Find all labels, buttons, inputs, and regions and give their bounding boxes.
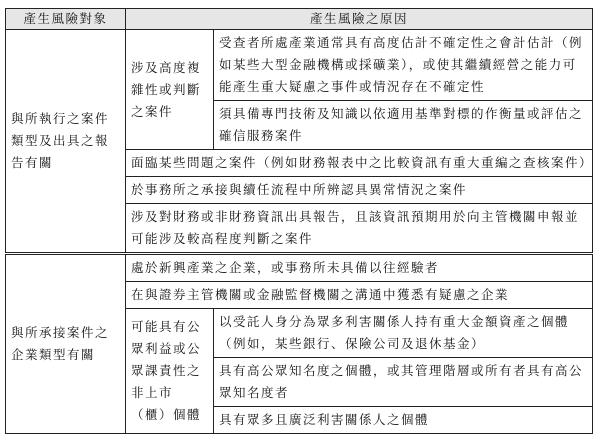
category-entity-type: 與所承接案件之企業類型有關 xyxy=(6,254,126,434)
cause-unusual-circumstances: 於事務所之承接與續任流程中所辨認具異常情況之案件 xyxy=(126,177,593,204)
table-row xyxy=(6,254,593,282)
subgroup-complex-judgment: 涉及高度複雜性或判斷之案件 xyxy=(126,30,214,150)
cause-high-profile: 具有高公眾知名度之個體，或其管理階層或所有者具有高公眾知名度者 xyxy=(214,358,593,407)
cause-regulatory-reporting: 涉及對財務或非財務資訊出具報告，且該資訊預期用於向主管機關申報並可能涉及較高程度判斷之案件 xyxy=(126,204,593,254)
header-risk-target: 產生風險對象 xyxy=(6,9,126,30)
risk-table xyxy=(5,8,593,434)
cause-regulator-concerns: 在與證券主管機關或金融監督機關之溝通中獲悉有疑慮之企業 xyxy=(126,282,593,309)
category-engagement-type: 與所執行之案件類型及出具之報告有關 xyxy=(6,30,126,254)
cause-estimation-uncertainty: 受查者所處產業通常具有高度估計不確定性之會計估計（例如某些大型金融機構或採礦業），或使其繼續經營之能力可能產生重大疑慮之事件或情況存在不確定性 xyxy=(214,30,593,101)
cause-fiduciary-assets: 以受託人身分為眾多利害關係人持有重大金額資產之個體（例如，某些銀行、保險公司及退休基金） xyxy=(214,309,593,358)
cause-restatement: 面臨某些問題之案件（例如財務報表中之比較資訊有重大重編之查核案件） xyxy=(126,150,593,177)
subgroup-public-interest: 可能具有公眾利益或公眾課責性之非上市（櫃）個體 xyxy=(126,309,214,434)
header-row xyxy=(6,9,593,30)
cause-emerging-industry: 處於新興產業之企業，或事務所未具備以往經驗者 xyxy=(126,254,593,282)
cause-assurance-specialized: 須具備專門技術及知識以依適用基準對標的作衡量或評估之確信服務案件 xyxy=(214,101,593,150)
header-risk-cause: 產生風險之原因 xyxy=(126,9,593,30)
cause-many-stakeholders: 具有眾多且廣泛利害關係人之個體 xyxy=(214,407,593,434)
table-row xyxy=(6,30,593,101)
